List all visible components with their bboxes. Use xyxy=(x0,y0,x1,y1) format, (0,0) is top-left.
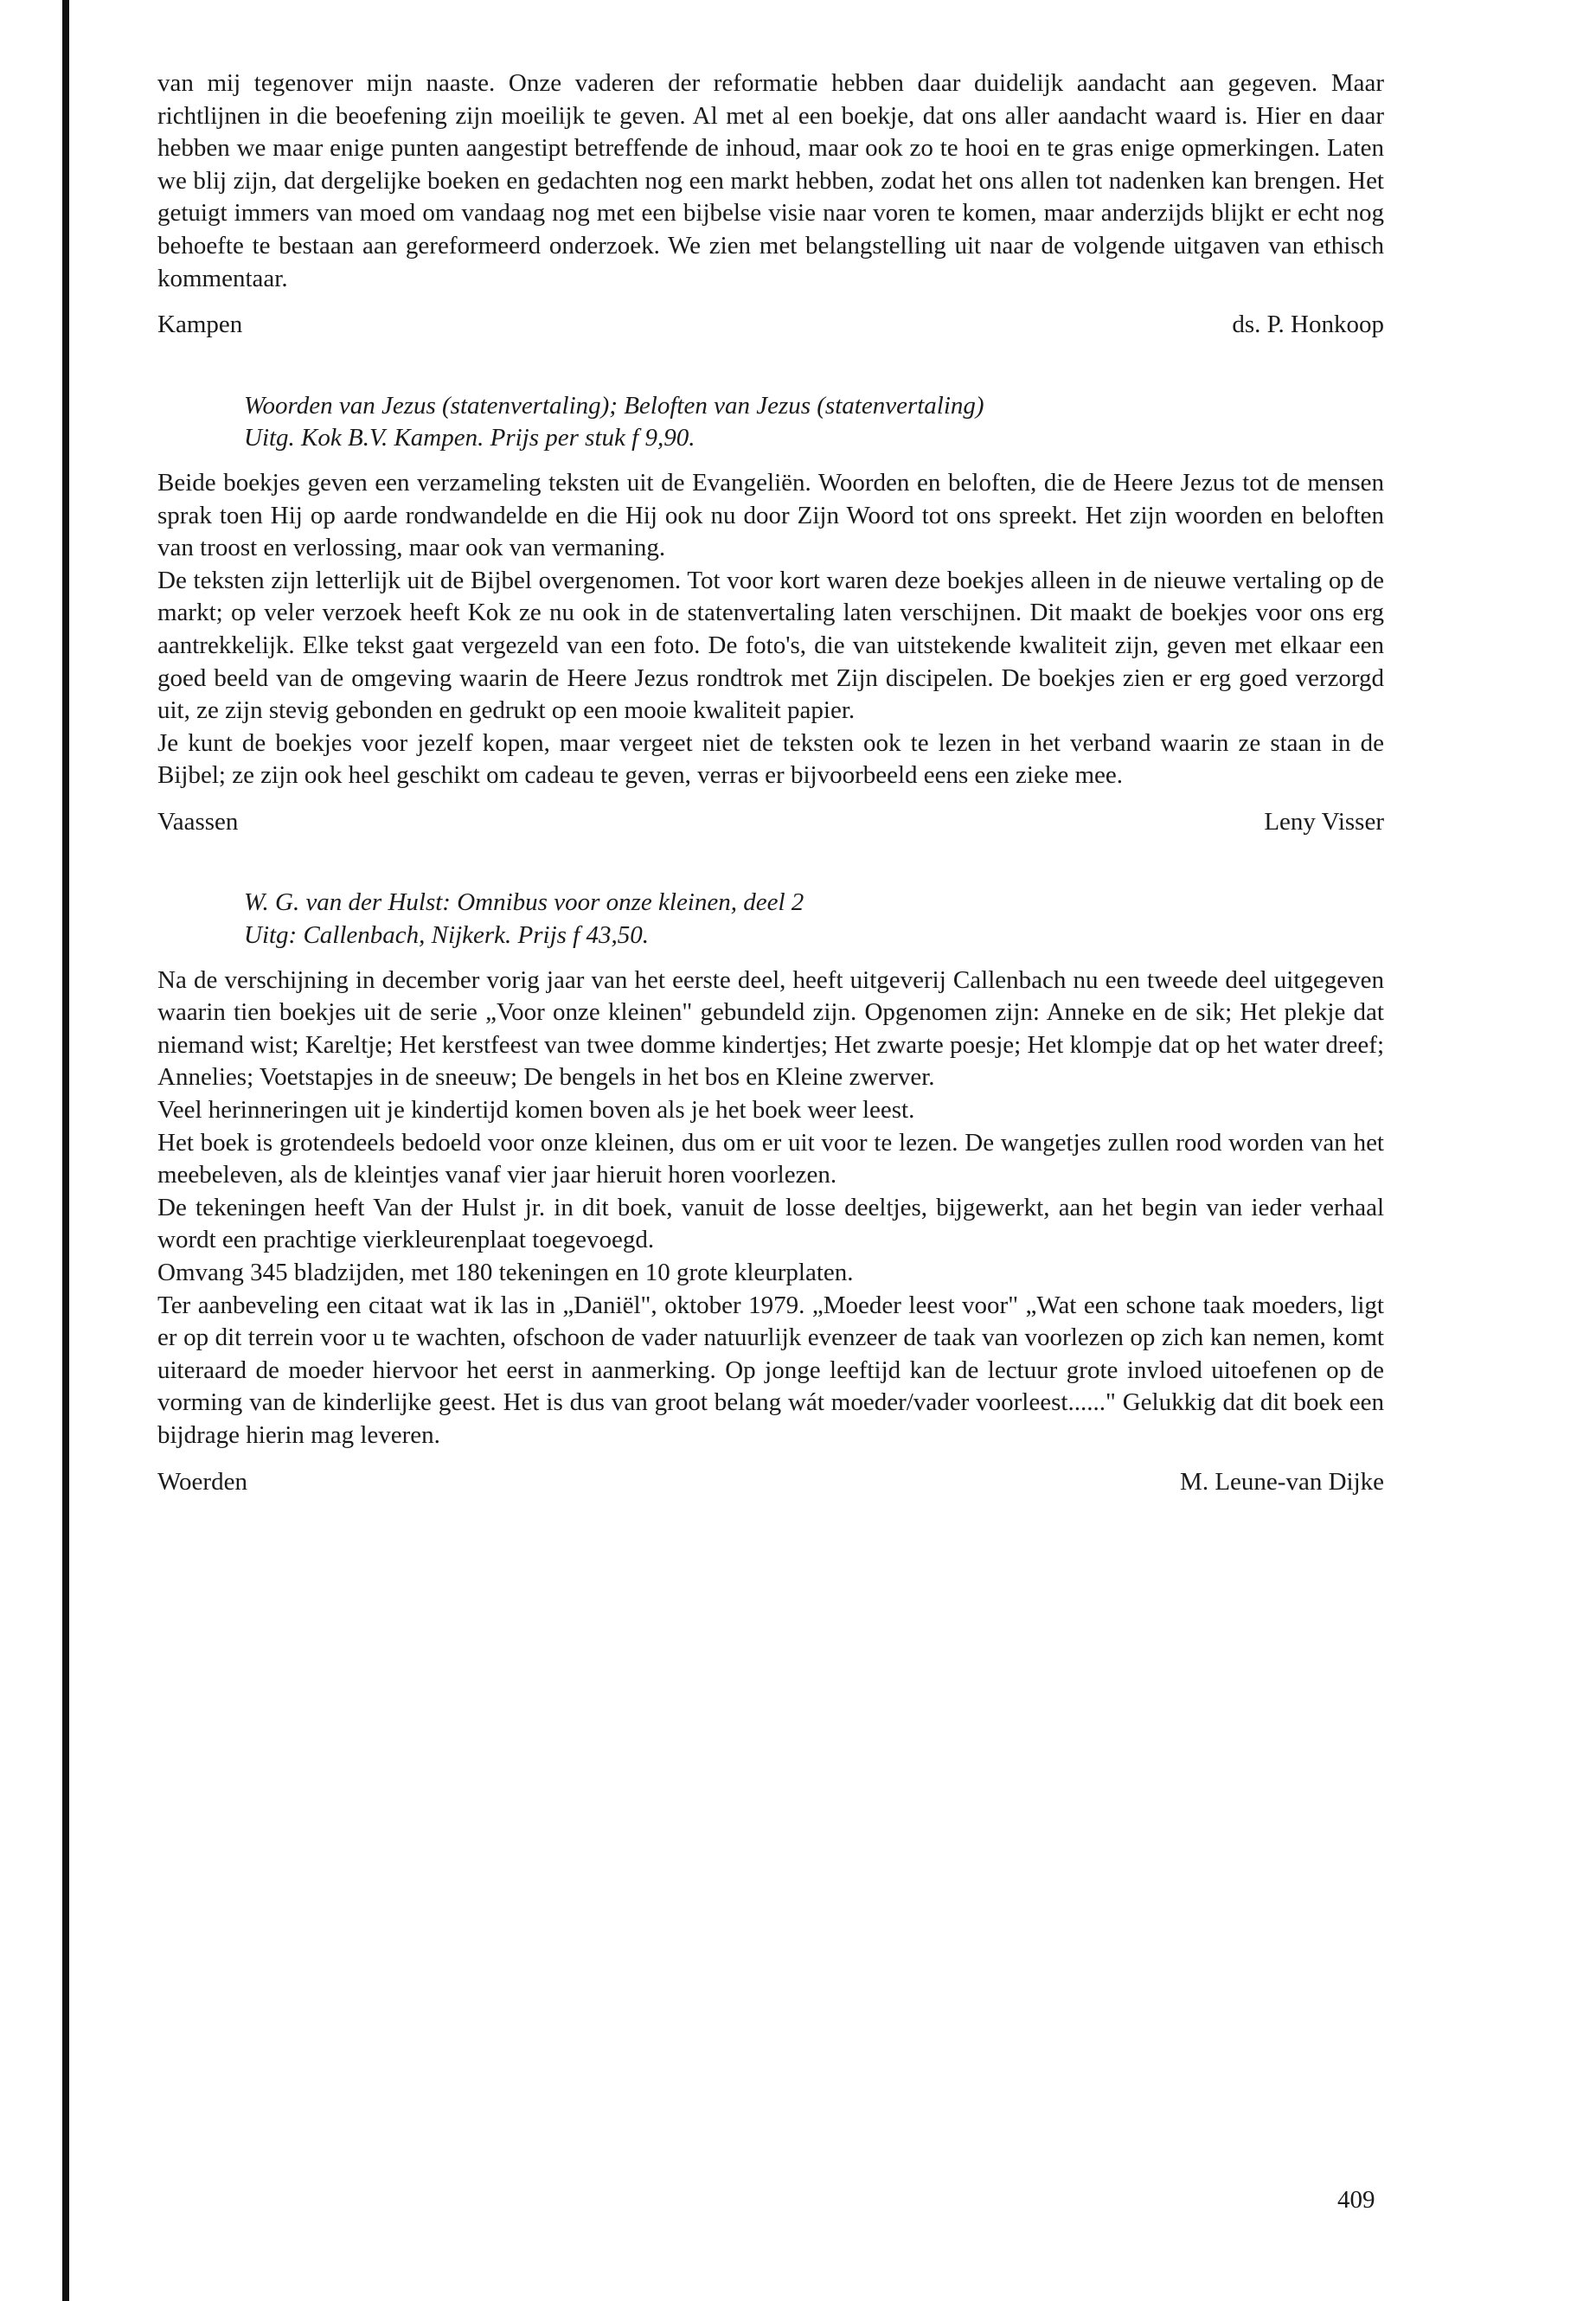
review3-publisher: Uitg: Callenbach, Nijkerk. Prijs f 43,50. xyxy=(244,921,649,950)
document-page xyxy=(157,67,1384,1498)
review3-paragraph-1: Na de verschijning in december vorig jaar van het eerste deel, heeft uitgeverij Callenbach nu een tweede deel uitgegeven waarin tien boekjes uit de serie „Voor onze kleinen" gebundeld zijn. Opgenomen zijn: Anneke en de sik; Het plekje dat niemand wist; Kareltje; Het kerstfeest van twee domme kindertjes; Het zwarte poesje; Het klompje dat op het water dreef; Annelies; Voetstapjes in de sneeuw; De bengels in het bos en Kleine zwerver. xyxy=(157,965,1384,1092)
review3-paragraph-2: Veel herinneringen uit je kindertijd komen boven als je het boek weer leest. xyxy=(157,1096,915,1125)
review2-paragraph-1: Beide boekjes geven een verzameling teksten uit de Evangeliën. Woorden en beloften, die de Heere Jezus tot de mensen sprak toen Hij op aarde rondwandelde en die Hij ook nu door Zijn Woord tot ons spreekt. Het zijn woorden en beloften van troost en verlossing, maar ook van vermaning. xyxy=(157,468,1384,562)
review2-title-block xyxy=(157,390,1384,455)
review3-paragraph-6: Ter aanbeveling een citaat wat ik las in „Daniël", oktober 1979. „Moeder leest voor" „Wat een schone taak moeders, ligt er op dit terrein voor u te wachten, ofschoon de vader natuurlijk evenzeer de taak van voorlezen op zich kan nemen, komt uiteraard de moeder hiervoor het eerst in aanmerking. Op jonge leeftijd kan de lectuur grote invloed uitoefenen op de vorming van de kinderlijke geest. Het is dus van groot belang wát moeder/vader voorleest......" Gelukkig dat dit boek een bijdrage hierin mag leveren. xyxy=(157,1291,1384,1449)
review2-place: Vaassen xyxy=(157,807,239,836)
review2-body xyxy=(157,467,1384,792)
review1-place: Kampen xyxy=(157,311,243,339)
review3-body xyxy=(157,965,1384,1452)
review2-publisher: Uitg. Kok B.V. Kampen. Prijs per stuk f 9,90. xyxy=(244,424,695,452)
review1-paragraph-1: van mij tegenover mijn naaste. Onze vaderen der reformatie hebben daar duidelijk aandacht aan gegeven. Maar richtlijnen in die beoefening zijn moeilijk te geven. Al met al een boekje, dat ons aller aandacht waard is. Hier en daar hebben we maar enige punten aangestipt betreffende de inhoud, maar ook zo te hooi en te gras enige opmerkingen. Laten we blij zijn, dat dergelijke boeken en gedachten nog een markt hebben, zodat het ons allen tot nadenken kan brengen. Het getuigt immers van moed om vandaag nog met een bijbelse visie naar voren te komen, maar anderzijds blijkt er echt nog behoefte te bestaan aan gereformeerd onderzoek. We zien met belangstelling uit naar de volgende uitgaven van ethisch kommentaar. xyxy=(157,69,1384,292)
review3-title-block xyxy=(157,887,1384,952)
review3-paragraph-5: Omvang 345 bladzijden, met 180 tekeningen en 10 grote kleurplaten. xyxy=(157,1259,854,1286)
review-honkoop xyxy=(157,67,1384,342)
review2-title: Woorden van Jezus (statenvertaling); Beloften van Jezus (statenvertaling) xyxy=(244,391,984,420)
review-leune xyxy=(157,887,1384,1498)
review3-paragraph-3: Het boek is grotendeels bedoeld voor onze kleinen, dus om er uit voor te lezen. De wangetjes zullen rood worden van het meebeleven, als de kleintjes vanaf vier jaar hieruit horen voorlezen. xyxy=(157,1128,1384,1189)
review1-signature xyxy=(157,309,1384,342)
review3-signature xyxy=(157,1466,1384,1499)
review2-paragraph-3: Je kunt de boekjes voor jezelf kopen, maar vergeet niet de teksten ook te lezen in het verband waarin ze staan in de Bijbel; ze zijn ook heel geschikt om cadeau te geven, verras er bijvoorbeeld eens een zieke mee. xyxy=(157,728,1384,790)
review3-author: M. Leune-van Dijke xyxy=(1180,1467,1384,1496)
review-visser xyxy=(157,390,1384,839)
review1-author: ds. P. Honkoop xyxy=(1232,311,1384,339)
page-number: 409 xyxy=(1337,2186,1375,2214)
review3-place: Woerden xyxy=(157,1467,247,1496)
review2-paragraph-2: De teksten zijn letterlijk uit de Bijbel overgenomen. Tot voor kort waren deze boekjes alleen in de nieuwe vertaling op de markt; op veler verzoek heeft Kok ze nu ook in de statenvertaling laten verschijnen. Dit maakt de boekjes voor ons erg aantrekkelijk. Elke tekst gaat vergezeld van een foto. De foto's, die van uitstekende kwaliteit zijn, geven met elkaar een goed beeld van de omgeving waarin de Heere Jezus rondtrok met Zijn discipelen. De boekjes zien er erg goed verzorgd uit, ze zijn stevig gebonden en gedrukt op een mooie kwaliteit papier. xyxy=(157,566,1384,725)
page-binding-edge xyxy=(62,0,69,2301)
review3-title: W. G. van der Hulst: Omnibus voor onze kleinen, deel 2 xyxy=(244,888,804,917)
review2-signature xyxy=(157,806,1384,839)
review2-author: Leny Visser xyxy=(1264,807,1384,836)
review3-paragraph-4: De tekeningen heeft Van der Hulst jr. in dit boek, vanuit de losse deeltjes, bijgewerkt, aan het begin van ieder verhaal wordt een prachtige vierkleurenplaat toegevoegd. xyxy=(157,1193,1384,1254)
